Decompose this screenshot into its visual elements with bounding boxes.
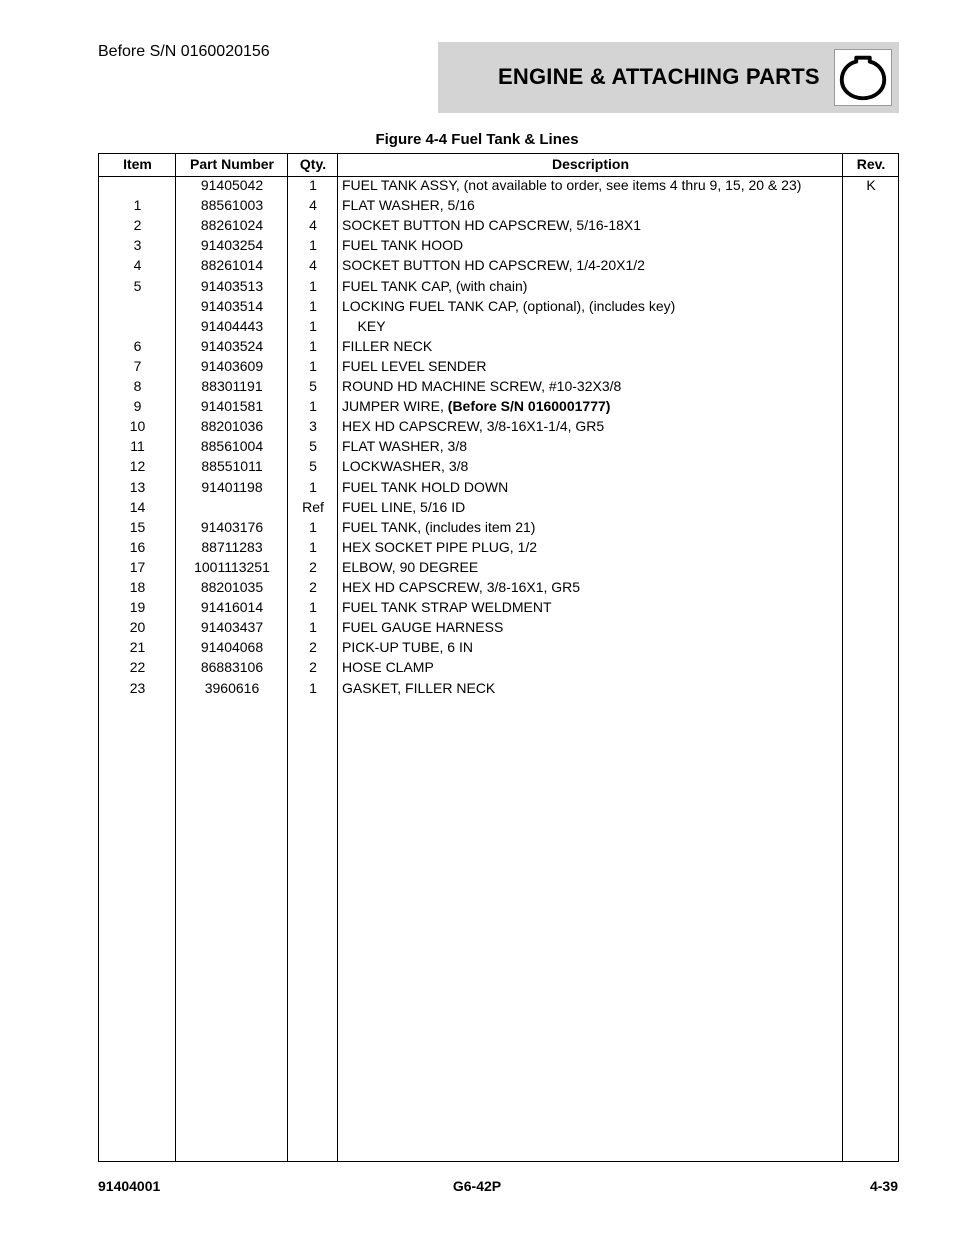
qty-cell: 2 [309, 558, 317, 575]
item-cell: 12 [129, 458, 146, 475]
item-cell: 15 [129, 518, 146, 535]
part-number-cell: 91403609 [200, 357, 264, 374]
qty-cell: 1 [309, 357, 317, 374]
table-row [99, 356, 898, 376]
qty-cell: 1 [309, 538, 317, 555]
description-cell [342, 175, 801, 195]
section-banner [438, 42, 899, 113]
description-cell [342, 557, 478, 577]
description-text: LOCKWASHER, 3/8 [342, 458, 469, 475]
item-cell: 4 [133, 257, 142, 274]
part-number-cell: 88261014 [200, 257, 264, 274]
table-row [99, 537, 898, 557]
qty-cell: 2 [309, 659, 317, 676]
description-text: PICK-UP TUBE, 6 IN [342, 639, 473, 656]
description-text: FUEL LINE, 5/16 ID [342, 498, 466, 515]
qty-cell: 1 [309, 619, 317, 636]
description-cell [342, 597, 552, 617]
column-header-rev: Rev. [856, 156, 886, 172]
qty-cell: 5 [309, 438, 317, 455]
description-text: LOCKING FUEL TANK CAP, (optional), (includes key) [342, 297, 676, 314]
item-cell: 7 [133, 357, 142, 374]
item-cell: 14 [129, 498, 146, 515]
item-cell: 2 [133, 217, 142, 234]
description-cell [342, 517, 535, 537]
part-number-cell: 91403514 [200, 297, 264, 314]
qty-cell: 1 [309, 297, 317, 314]
description-cell [342, 436, 467, 456]
table-row [99, 657, 898, 677]
description-text: FLAT WASHER, 5/16 [342, 197, 475, 214]
description-cell [342, 276, 527, 296]
description-cell [342, 336, 432, 356]
description-cell [342, 657, 434, 677]
item-cell: 19 [129, 599, 146, 616]
footer-page-number: 4-39 [869, 1178, 898, 1194]
description-text: ELBOW, 90 DEGREE [342, 558, 479, 575]
table-row [99, 255, 898, 275]
description-serial-note: (Before S/N 0160001777) [447, 398, 611, 415]
part-number-cell: 88561003 [200, 197, 264, 214]
table-row [99, 316, 898, 336]
part-number-cell: 3960616 [204, 679, 260, 696]
part-number-cell: 91405042 [200, 177, 264, 193]
qty-cell: 4 [309, 197, 317, 214]
column-header-item: Item [123, 156, 152, 172]
qty-cell: 1 [309, 599, 317, 616]
table-row [99, 195, 898, 215]
item-cell: 1 [133, 197, 142, 214]
table-row [99, 456, 898, 476]
qty-cell: 1 [309, 317, 317, 334]
serial-range-note: Before S/N 0160020156 [98, 43, 270, 60]
item-cell: 3 [133, 237, 142, 254]
part-number-cell: 88561004 [200, 438, 264, 455]
part-number-cell: 91416014 [200, 599, 264, 616]
description-text: HEX HD CAPSCREW, 3/8-16X1, GR5 [342, 579, 581, 595]
table-row [99, 497, 898, 517]
part-number-cell: 91404068 [200, 639, 264, 656]
qty-cell: Ref [302, 498, 324, 515]
description-cell [342, 537, 537, 557]
description-text: FUEL TANK CAP, (with chain) [342, 277, 528, 294]
description-text: GASKET, FILLER NECK [342, 679, 496, 696]
part-number-cell: 91404443 [200, 317, 264, 334]
table-row [99, 416, 898, 436]
part-number-cell: 88551011 [201, 458, 263, 475]
item-cell: 22 [129, 659, 146, 676]
description-cell [342, 376, 621, 396]
part-number-cell: 91401198 [201, 478, 263, 495]
description-text: FUEL TANK, (includes item 21) [342, 518, 536, 535]
qty-cell: 1 [309, 478, 317, 495]
qty-cell: 1 [309, 679, 317, 696]
table-row [99, 637, 898, 657]
qty-cell: 2 [309, 639, 317, 656]
table-row [99, 296, 898, 316]
description-cell [342, 356, 486, 376]
part-number-cell: 91403524 [200, 337, 264, 354]
part-number-cell: 88301191 [201, 378, 263, 394]
item-cell: 8 [133, 378, 142, 394]
part-number-cell: 91403513 [200, 277, 264, 294]
table-row [99, 577, 898, 597]
description-cell [342, 195, 475, 215]
part-number-cell: 1001113251 [194, 558, 270, 575]
description-cell [342, 235, 463, 255]
description-text: FILLER NECK [342, 337, 433, 354]
description-cell [342, 456, 468, 476]
table-row [99, 557, 898, 577]
table-row [99, 477, 898, 497]
description-cell [342, 497, 465, 517]
qty-cell: 1 [309, 398, 317, 415]
qty-cell: 1 [309, 177, 317, 193]
item-cell: 6 [133, 337, 142, 354]
qty-cell: 1 [309, 277, 317, 294]
qty-cell: 4 [309, 217, 317, 234]
qty-cell: 2 [309, 579, 317, 595]
engine-outline-icon [834, 49, 892, 106]
qty-cell: 5 [309, 458, 317, 475]
description-text: FUEL TANK ASSY, (not available to order, see items 4 thru 9, 15, 20 & 23) [342, 177, 802, 193]
parts-table [98, 153, 899, 1162]
description-cell [342, 678, 495, 698]
item-cell: 16 [129, 538, 146, 555]
description-text: FUEL TANK HOLD DOWN [342, 478, 509, 495]
description-cell [342, 215, 641, 235]
qty-cell: 1 [309, 237, 317, 254]
column-header-part-number: Part Number [189, 156, 275, 172]
qty-cell: 3 [309, 418, 317, 435]
qty-cell: 1 [309, 518, 317, 535]
qty-cell: 5 [309, 378, 317, 394]
table-row [99, 215, 898, 235]
table-row [99, 276, 898, 296]
rev-cell: K [866, 177, 876, 193]
description-text: SOCKET BUTTON HD CAPSCREW, 1/4-20X1/2 [342, 257, 645, 274]
description-text: HEX HD CAPSCREW, 3/8-16X1-1/4, GR5 [342, 418, 605, 435]
description-cell [342, 396, 610, 416]
table-row [99, 436, 898, 456]
description-text: KEY [342, 317, 386, 334]
table-row [99, 517, 898, 537]
qty-cell: 1 [309, 337, 317, 354]
footer-doc-number: 91404001 [98, 1178, 161, 1194]
qty-cell: 4 [309, 257, 317, 274]
item-cell: 10 [129, 418, 146, 435]
item-cell: 11 [130, 438, 145, 455]
footer-model: G6-42P [452, 1178, 502, 1194]
part-number-cell: 91403437 [200, 619, 264, 636]
description-text: HOSE CLAMP [342, 659, 434, 676]
description-text: HEX SOCKET PIPE PLUG, 1/2 [342, 538, 538, 555]
table-row [99, 396, 898, 416]
section-title: ENGINE & ATTACHING PARTS [498, 64, 820, 89]
item-cell: 20 [129, 619, 146, 636]
table-row [99, 597, 898, 617]
description-cell [342, 577, 580, 597]
item-cell: 5 [133, 277, 142, 294]
description-text: FUEL GAUGE HARNESS [342, 619, 504, 636]
description-cell [342, 477, 508, 497]
part-number-cell: 88261024 [200, 217, 264, 234]
part-number-cell: 88201035 [200, 579, 264, 595]
figure-title: Figure 4-4 Fuel Tank & Lines [375, 131, 579, 148]
part-number-cell: 88201036 [200, 418, 264, 435]
table-row [99, 336, 898, 356]
table-row [99, 175, 898, 195]
description-text: FUEL TANK HOOD [342, 237, 464, 254]
description-text: ROUND HD MACHINE SCREW, #10-32X3/8 [342, 378, 622, 394]
part-number-cell: 91403176 [200, 518, 264, 535]
item-cell: 13 [129, 478, 146, 495]
item-cell: 9 [133, 398, 142, 415]
table-row [99, 235, 898, 255]
table-row [99, 617, 898, 637]
description-cell [342, 617, 503, 637]
description-text: FUEL LEVEL SENDER [342, 357, 487, 374]
column-header-qty: Qty. [299, 156, 327, 172]
description-cell [342, 637, 473, 657]
description-text: FLAT WASHER, 3/8 [342, 438, 467, 455]
description-cell [342, 255, 645, 275]
part-number-cell: 91401581 [200, 398, 264, 415]
table-row [99, 376, 898, 396]
description-cell [342, 416, 604, 436]
description-text: SOCKET BUTTON HD CAPSCREW, 5/16-18X1 [342, 217, 642, 234]
item-cell: 18 [129, 579, 146, 595]
column-header-description: Description [551, 156, 629, 172]
description-cell [342, 316, 386, 336]
part-number-cell: 91403254 [200, 237, 264, 254]
item-cell: 23 [129, 679, 146, 696]
description-text: FUEL TANK STRAP WELDMENT [342, 599, 552, 616]
item-cell: 21 [129, 639, 146, 656]
part-number-cell: 88711283 [201, 538, 263, 555]
item-cell: 17 [129, 558, 146, 575]
table-row [99, 678, 898, 698]
description-text: JUMPER WIRE, [342, 398, 448, 415]
description-cell [342, 296, 675, 316]
part-number-cell: 86883106 [200, 659, 264, 676]
